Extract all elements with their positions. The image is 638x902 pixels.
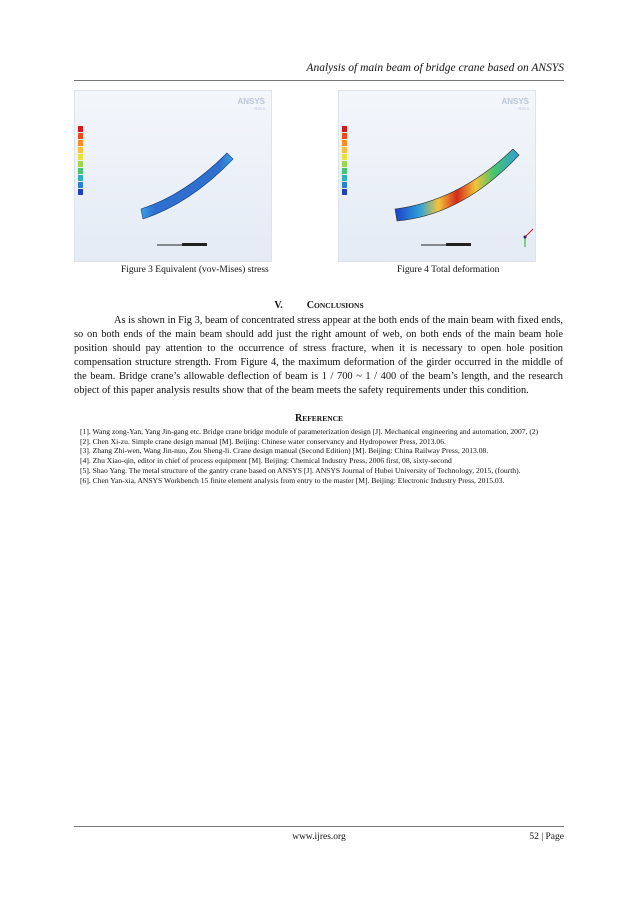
reference-item: [2]. Chen Xi-zu. Simple crane design manual [M]. Beijing: Chinese water conservancy and Hydropower Press, 2013.06. <box>80 436 446 446</box>
reference-list <box>80 427 563 485</box>
figure-3-stress-image <box>74 90 272 262</box>
reference-item: [4]. Zhu Xiao-qin, editor in chief of process equipment [M]. Beijing: Chemical Industry Press, 2006 first, 08, sixty-second <box>80 456 452 466</box>
references-heading-initial: R <box>294 413 303 424</box>
references-heading <box>0 413 638 424</box>
figure-4-beam-render <box>339 91 535 261</box>
ansys-logo: ANSYS R15.0 <box>237 97 265 111</box>
figure-4-caption: Figure 4 Total deformation <box>397 265 500 275</box>
scale-bar-segment <box>182 243 207 246</box>
footer-website: www.ijres.org <box>292 832 346 842</box>
beam-shape <box>141 153 233 219</box>
section-heading <box>0 300 638 311</box>
figure-3-beam-render <box>75 91 271 261</box>
scale-bar-segment <box>446 243 471 246</box>
figure-4-deformation-image <box>338 90 536 262</box>
footer-divider <box>74 826 564 827</box>
axis-triad-icon <box>524 229 534 247</box>
beam-shape <box>395 149 519 221</box>
reference-item: [1]. Wang zong-Yan, Yang Jin-gang etc. Bridge crane bridge module of parameterization design [J]. Mechanical engineering and automation, 2007, (2) <box>80 427 539 436</box>
footer-page-number: 52 | Page <box>529 832 564 842</box>
running-header-title: Analysis of main beam of bridge crane based on ANSYS <box>306 62 564 74</box>
header-divider <box>74 80 564 81</box>
conclusions-paragraph: As is shown in Fig 3, beam of concentrated stress appear at the both ends of the main beam with fixed ends, so on both ends of the main beam should add just the right amount of web, on both ends of the main beam hole position should pay attention to the occurrence of stress fracture, when it is necessary to open hole position compensation structure strength. From Figure 4, the maximum deformation of the girder occurred in the middle of the beam. Bridge crane’s allowable deflection of beam is 1 / 700 ~ 1 / 400 of the beam’s length, and the research object of this paper analysis results show that of the beam meets the safety requirements under this condition. <box>74 315 563 396</box>
section-title-rest: ONCLUSIONS <box>314 301 364 310</box>
section-number: V. <box>274 300 283 311</box>
figure-3-caption: Figure 3 Equivalent (vov-Mises) stress <box>121 265 269 275</box>
reference-item: [6]. Chen Yan-xia, ANSYS Workbench 15 finite element analysis from entry to the master [M]. Beijing: Electronic Industry Press, 2015.03. <box>80 475 505 485</box>
section-title-initial: C <box>306 300 315 311</box>
reference-item: [5]. Shao Yang. The metal structure of the gantry crane based on ANSYS [J]. ANSYS Journal of Hubei University of Technology, 2015, (fourth). <box>80 465 521 475</box>
reference-item: [3]. Zhang Zhi-wen, Wang Jin-nuo, Zou Sheng-li. Crane design manual (Second Edition) [M]. Beijing: China Railway Press, 2013.08. <box>80 446 489 456</box>
ansys-logo: ANSYS R15.0 <box>501 97 529 111</box>
references-heading-rest: EFERENCE <box>302 414 344 423</box>
